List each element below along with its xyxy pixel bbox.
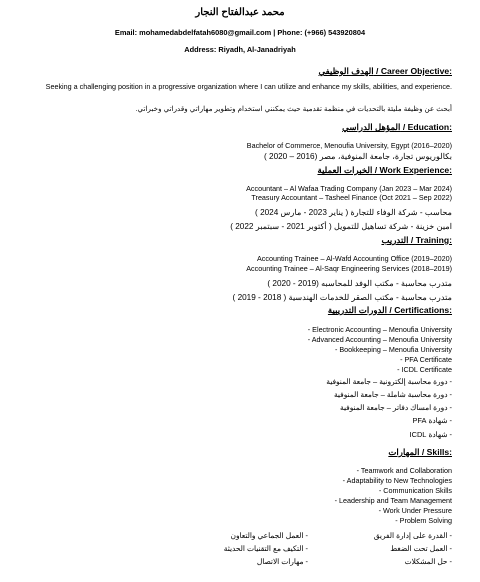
- certification-item-ar: - شهادة ICDL: [409, 430, 452, 439]
- address-line: Address: Riyadh, Al-Janadriyah: [184, 45, 296, 54]
- skill-item-en: - Adaptability to New Technologies: [342, 476, 452, 485]
- skill-item-en: - Work Under Pressure: [378, 506, 452, 515]
- candidate-name: محمد عبدالفتاح النجار: [195, 7, 285, 18]
- objective-text-ar: أبحث عن وظيفة مليئة بالتحديات في منظمة تقدمية حيث يمكنني استخدام وتطوير مهاراتي وقدراتي وخبراتي.: [135, 104, 452, 113]
- skill-item-en: - Leadership and Team Management: [334, 496, 452, 505]
- experience-item-ar: محاسب - شركة الوفاء للتجارة ( يناير 2023 - مارس 2024 ): [255, 208, 452, 217]
- certifications-heading: الدورات التدريبية / Certifications:: [327, 305, 452, 315]
- certification-item-en: - Bookkeeping – Menoufia University: [334, 345, 452, 354]
- certification-item-ar: - دورة محاسبة شاملة – جامعة المنوفية: [333, 390, 452, 399]
- skill-item-en: - Problem Solving: [395, 516, 452, 525]
- skill-item-en: - Communication Skills: [378, 486, 452, 495]
- contact-line: Email: mohamedabdelfatah6080@gmail.com | Phone: (+966) 543920804: [114, 28, 366, 37]
- objective-heading: الهدف الوظيفي / Career Objective:: [318, 66, 452, 76]
- experience-item-en: Accountant – Al Wafaa Trading Company (Jan 2023 – Mar 2024): [246, 184, 452, 193]
- certification-item-en: - ICDL Certificate: [397, 365, 452, 374]
- skill-item-ar: - التكيف مع التقنيات الحديثة: [223, 544, 308, 553]
- education-text-ar: بكالوريوس تجارة، جامعة المنوفية، مصر (2016 – 2020 ): [264, 152, 452, 161]
- certification-item-ar: - دورة محاسبة إلكترونية – جامعة المنوفية: [326, 377, 452, 386]
- certification-item-ar: - دورة امساك دفاتر – جامعة المنوفية: [339, 403, 452, 412]
- skill-item-ar: - مهارات الاتصال: [256, 557, 308, 566]
- certification-item-en: - PFA Certificate: [400, 355, 452, 364]
- training-item-ar: متدرب محاسبة - مكتب الصقر للخدمات الهندسية ( 2018 - 2019 ): [232, 293, 452, 302]
- training-item-en: Accounting Trainee – Al-Saqr Engineering Services (2018–2019): [246, 264, 452, 273]
- training-item-ar: متدرب محاسبة - مكتب الوفد للمحاسبه (2019 - 2020 ): [267, 279, 452, 288]
- certification-item-en: - Advanced Accounting – Menoufia University: [307, 335, 452, 344]
- skill-item-en: - Teamwork and Collaboration: [356, 466, 452, 475]
- education-heading: المؤهل الدراسي / Education:: [342, 122, 452, 132]
- experience-heading: الخبرات العملية / Work Experience:: [317, 165, 452, 175]
- training-item-en: Accounting Trainee – Al-Wafd Accounting Office (2019–2020): [257, 254, 452, 263]
- education-text-en: Bachelor of Commerce, Menoufia University, Egypt (2016–2020): [246, 141, 452, 150]
- skills-heading: المهارات / Skills:: [388, 447, 452, 457]
- objective-text-en: Seeking a challenging position in a progressive organization where I can utilize and enhance my skills, abilities, and experience.: [45, 82, 452, 91]
- skill-item-ar: - العمل الجماعي والتعاون: [230, 531, 308, 540]
- skill-item-ar: - القدرة على إدارة الفريق: [373, 531, 452, 540]
- training-heading: التدريب / Training:: [381, 235, 452, 245]
- skill-item-ar: - حل المشكلات: [404, 557, 452, 566]
- experience-item-ar: امين خزينة - شركة تساهيل للتمويل ( أكتوبر 2021 - سبتمبر 2022 ): [230, 222, 452, 231]
- certification-item-en: - Electronic Accounting – Menoufia University: [307, 325, 452, 334]
- skill-item-ar: - العمل تحت الضغط: [390, 544, 452, 553]
- experience-item-en: Treasury Accountant – Tasheel Finance (Oct 2021 – Sep 2022): [251, 193, 452, 202]
- certification-item-ar: - شهادة PFA: [412, 416, 452, 425]
